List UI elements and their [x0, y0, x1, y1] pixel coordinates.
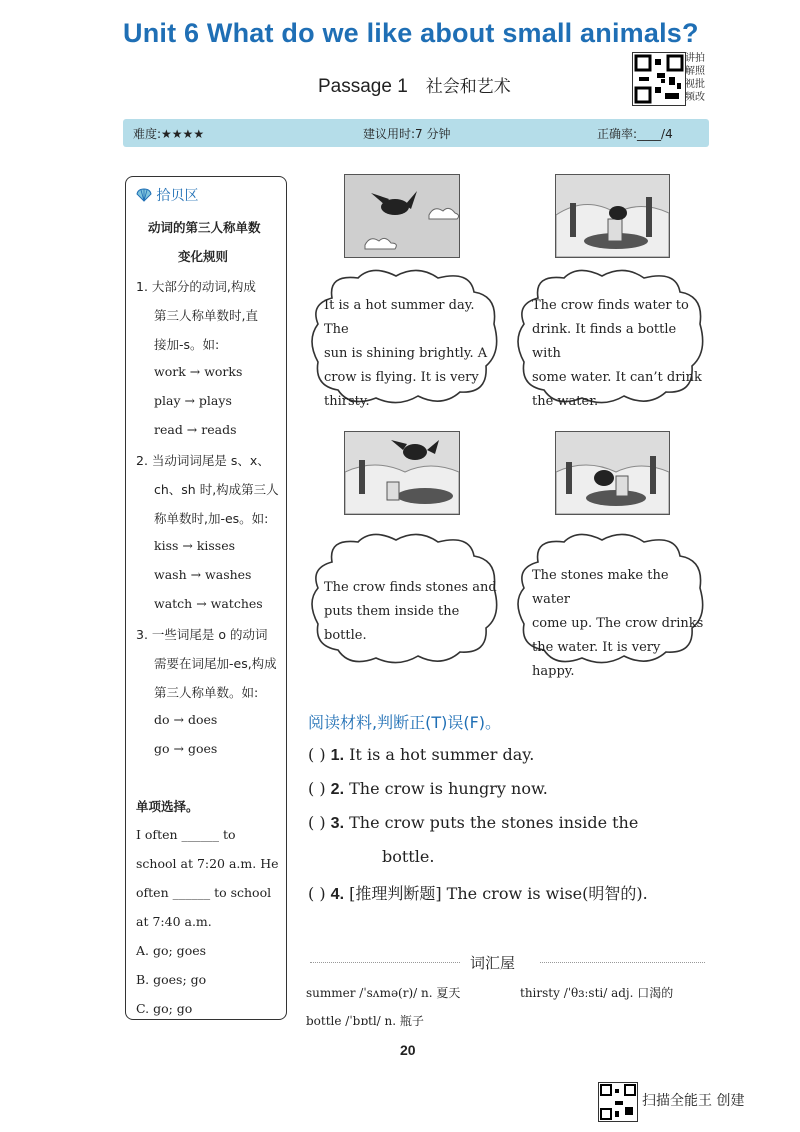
answer-blank[interactable]: ( ) — [308, 779, 326, 798]
passage-theme: 社会和艺术 — [425, 77, 511, 97]
rule-example: go → goes — [154, 741, 218, 756]
rule-line: 称单数时,加-es。如: — [154, 511, 269, 526]
story-picture-4 — [555, 431, 670, 515]
mc-option-c[interactable]: C. go; go — [136, 1001, 193, 1016]
story-bubble-4: The stones make the water come up. The crow drinks the water. It is very happy. — [516, 532, 706, 668]
footer-watermark: 扫描全能王 创建 — [642, 1093, 745, 1109]
rule-line: 2. 当动词词尾是 s、x、 — [136, 453, 270, 468]
rule-line: 1. 大部分的动词,构成 — [136, 279, 256, 294]
rule-example: work → works — [154, 364, 243, 379]
rule-example: read → reads — [154, 422, 237, 437]
sidebar-heading: 拾贝区 — [136, 185, 198, 205]
rule-title: 动词的第三人称单数 — [148, 220, 261, 235]
mc-line: school at 7:20 a.m. He — [136, 856, 279, 871]
question-4: ( ) 4. [推理判断题] The crow is wise(明智的). — [308, 884, 648, 903]
vocab-title: 词汇屋 — [470, 954, 516, 972]
qr-caption: 讲拍 解照 视批 频改 — [685, 53, 705, 103]
passage-line — [318, 72, 511, 98]
story-picture-1 — [344, 174, 460, 258]
vocab-entry: thirsty /ˈθɜːsti/ adj. 口渴的 — [520, 986, 674, 1000]
rule-line: 接加-s。如: — [154, 337, 220, 352]
passage-label: Passage 1 — [318, 76, 408, 97]
story-picture-3 — [344, 431, 460, 515]
rule-example: kiss → kisses — [154, 538, 236, 553]
mc-line: often ______ to school — [136, 885, 272, 900]
question-3-continuation: bottle. — [382, 847, 435, 866]
rule-line: 第三人称单数。如: — [154, 685, 259, 700]
vocab-divider-right — [540, 962, 705, 963]
rule-title: 变化规则 — [178, 249, 229, 264]
answer-blank[interactable]: ( ) — [308, 813, 326, 832]
info-bar — [123, 119, 709, 147]
vocab-entry: bottle /ˈbɒtl/ n. 瓶子 — [306, 1014, 424, 1028]
question-instruction: 阅读材料,判断正(T)误(F)。 — [308, 713, 502, 732]
vocab-entry: summer /ˈsʌmə(r)/ n. 夏天 — [306, 986, 461, 1000]
sidebar-tips-box — [125, 176, 287, 1020]
story-picture-2 — [555, 174, 670, 258]
footer-qr-icon — [598, 1082, 638, 1122]
question-3: ( ) 3. The crow puts the stones inside the — [308, 813, 639, 832]
mc-option-b[interactable]: B. goes; go — [136, 972, 207, 987]
page-number: 20 — [400, 1042, 416, 1058]
rule-example: do → does — [154, 712, 218, 727]
unit-title: Unit 6 What do we like about small animals? — [123, 18, 699, 48]
vocab-divider-left — [310, 962, 460, 963]
accuracy: 正确率:____/4 — [597, 127, 673, 141]
answer-blank[interactable]: ( ) — [308, 884, 326, 903]
qr-code-icon[interactable] — [632, 52, 686, 106]
story-bubble-1: It is a hot summer day. The sun is shining brightly. A crow is flying. It is very thirsty. — [310, 268, 500, 408]
story-bubble-3: The crow finds stones and puts them inside the bottle. — [310, 532, 500, 668]
rule-line: 需要在词尾加-es,构成 — [154, 656, 277, 671]
mc-line: at 7:40 a.m. — [136, 914, 212, 929]
question-1: ( ) 1. It is a hot summer day. — [308, 745, 535, 764]
shell-icon — [136, 188, 152, 202]
answer-blank[interactable]: ( ) — [308, 745, 326, 764]
mc-line: I often ______ to — [136, 827, 236, 842]
rule-example: wash → washes — [154, 567, 252, 582]
story-bubble-2: The crow finds water to drink. It finds a bottle with some water. It can’t drink the water. — [516, 268, 706, 408]
rule-example: watch → watches — [154, 596, 263, 611]
mc-title: 单项选择。 — [136, 799, 199, 814]
rule-line: 3. 一些词尾是 o 的动词 — [136, 627, 268, 642]
rule-example: play → plays — [154, 393, 232, 408]
rule-line: ch、sh 时,构成第三人 — [154, 482, 279, 497]
rule-line: 第三人称单数时,直 — [154, 308, 258, 323]
difficulty: 难度:★★★★ — [133, 127, 205, 141]
question-2: ( ) 2. The crow is hungry now. — [308, 779, 548, 798]
mc-option-a[interactable]: A. go; goes — [136, 943, 207, 958]
suggested-time: 建议用时:7 分钟 — [363, 127, 451, 141]
